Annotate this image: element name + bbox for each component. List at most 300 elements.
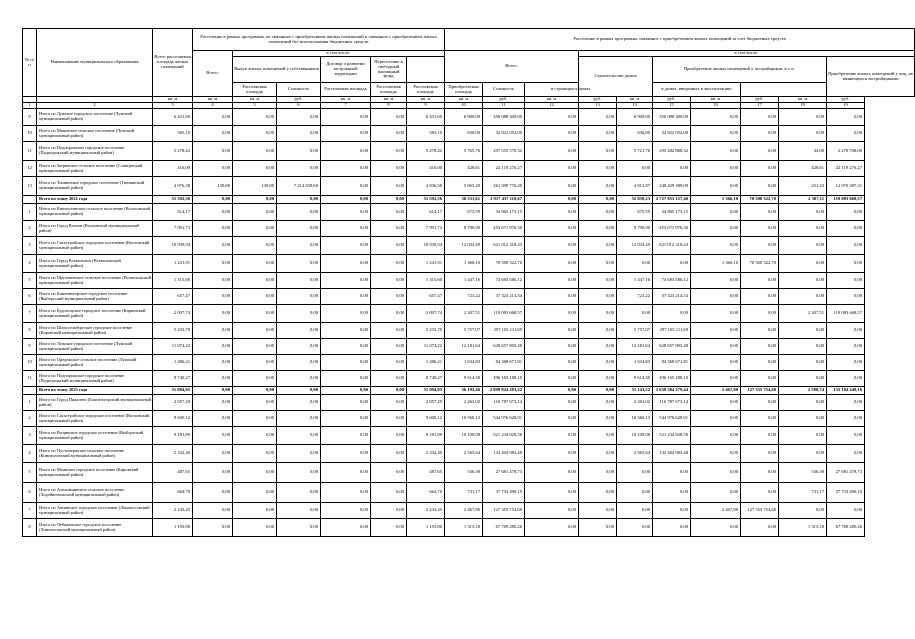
unit-cell: кв. м [153, 97, 193, 103]
value-cell: 0,00 [321, 196, 371, 204]
value-cell: 0,00 [371, 355, 407, 371]
value-cell: 12 033,49 [617, 237, 653, 255]
value-cell: 0,00 [193, 142, 233, 161]
value-cell: 0,00 [321, 445, 371, 463]
value-cell: 0,00 [371, 463, 407, 483]
value-cell: 0,00 [741, 483, 779, 503]
free-fund-header: Переселение в свободный жилищный фонд [371, 57, 407, 83]
value-cell: 496 165 188,10 [483, 371, 525, 387]
col-number-cell: 16 [691, 103, 741, 109]
municipality-name: Итого по Кингисеппское сельское поселение (Волосовский муниципальный район) [37, 204, 153, 221]
value-cell: 0,00 [525, 237, 579, 255]
table-row [23, 161, 915, 177]
value-cell: 0,00 [371, 289, 407, 305]
value-cell: 0,00 [741, 427, 779, 445]
value-cell: 0,00 [321, 503, 371, 519]
value-cell: 32 822 052,00 [653, 126, 691, 142]
value-cell: 0,00 [779, 126, 827, 142]
value-cell: 0,00 [525, 204, 579, 221]
value-cell: 0,00 [653, 503, 691, 519]
value-cell: 0,00 [371, 395, 407, 411]
value-cell: 0,00 [525, 503, 579, 519]
value-cell: 51 094,05 [153, 387, 193, 395]
value-cell: 2 565,64 [445, 445, 483, 463]
value-cell: 0,00 [371, 255, 407, 273]
value-cell: 565,10 [407, 126, 445, 142]
value-cell: 0,00 [779, 411, 827, 427]
value-cell: 119 083 668,57 [827, 196, 865, 204]
table-row [23, 305, 915, 323]
value-cell: 2 097,74 [153, 305, 193, 323]
value-cell: 0,00 [691, 305, 741, 323]
value-cell: 0,00 [277, 387, 321, 395]
value-cell: 1 486,21 [153, 355, 193, 371]
col-number-cell: 12 [525, 103, 579, 109]
value-cell: 0,00 [321, 109, 371, 126]
value-cell: 2 243,45 [153, 503, 193, 519]
value-cell: 0,00 [193, 411, 233, 427]
value-cell: 9 600,12 [407, 411, 445, 427]
value-cell: 0,00 [277, 196, 321, 204]
value-cell: 0,00 [779, 289, 827, 305]
value-cell: 52 858,23 [617, 196, 653, 204]
value-cell: 0,00 [321, 519, 371, 537]
value-cell: 0,00 [233, 483, 277, 503]
value-cell: 5 721,76 [617, 142, 653, 161]
value-cell: 0,00 [277, 109, 321, 126]
group-a-total-header: Всего: [193, 51, 233, 97]
value-cell: 0,00 [277, 273, 321, 289]
municipality-name: Итого по Загривское сельское поселение (Сланцевский муниципальный район) [37, 161, 153, 177]
value-cell: 0,00 [277, 204, 321, 221]
value-cell: 0,00 [277, 339, 321, 355]
buyout-header: Выкуп жилых помещений у собственников [233, 57, 321, 83]
value-cell: 0,00 [741, 204, 779, 221]
group-b-total-header: Всего: [445, 51, 579, 83]
value-cell: 7 991,73 [153, 221, 193, 237]
value-cell: 0,00 [779, 355, 827, 371]
value-cell: 0,00 [193, 323, 233, 339]
value-cell: 0,00 [277, 371, 321, 387]
value-cell: 10 100,08 [617, 427, 653, 445]
value-cell: 1 634,83 [445, 355, 483, 371]
total-row [23, 387, 915, 395]
value-cell: 0,00 [827, 289, 865, 305]
table-row [23, 237, 915, 255]
unit-cell: кв. м [407, 97, 445, 103]
value-cell: 0,00 [371, 503, 407, 519]
value-cell: 0,00 [779, 273, 827, 289]
value-cell: 0,00 [827, 273, 865, 289]
value-cell: 51 592,56 [153, 196, 193, 204]
value-cell: 6 900,00 [617, 109, 653, 126]
value-cell: 0,00 [321, 411, 371, 427]
value-cell: 0,00 [741, 273, 779, 289]
value-cell: 0,00 [741, 339, 779, 355]
value-cell: 0,00 [193, 237, 233, 255]
row-number: 4 [23, 255, 37, 273]
row-number: 6 [23, 483, 37, 503]
municipality-name: Итого по Лужское городское поселение (Лужский муниципальный район) [37, 109, 153, 126]
value-cell: 2 263,02 [445, 395, 483, 411]
value-cell: 0,00 [371, 371, 407, 387]
num-header: № п/п [23, 29, 37, 97]
value-cell: 8 790,90 [617, 221, 653, 237]
value-cell: 536,39 [445, 463, 483, 483]
value-cell: 0,00 [525, 196, 579, 204]
value-cell: 12 181,64 [617, 339, 653, 355]
value-cell: 0,00 [277, 323, 321, 339]
value-cell: 0,00 [371, 273, 407, 289]
contract-area-header: Расселяемая площадь [321, 83, 371, 97]
value-cell: 139,80 [193, 177, 233, 196]
value-cell: 0,00 [277, 305, 321, 323]
value-cell: 0,00 [827, 371, 865, 387]
value-cell: 0,00 [277, 142, 321, 161]
value-cell: 4 836,58 [407, 177, 445, 196]
value-cell: 544 976 628,91 [653, 411, 691, 427]
value-cell: 5 233,70 [407, 323, 445, 339]
value-cell: 2 467,80 [445, 503, 483, 519]
value-cell: 1 447,16 [445, 273, 483, 289]
value-cell: 428,61 [445, 161, 483, 177]
row-number: 4 [23, 445, 37, 463]
col-number-cell: 15 [653, 103, 691, 109]
municipality-name: Итого по Рощинское городское поселение (Выборгский муниципальный район) [37, 427, 153, 445]
value-cell: 297 105 111,69 [653, 323, 691, 339]
value-cell: 0,00 [371, 427, 407, 445]
value-cell: 0,00 [233, 289, 277, 305]
value-cell: 0,00 [741, 109, 779, 126]
col-number-cell: 5 [233, 103, 277, 109]
value-cell: 9 614,30 [445, 371, 483, 387]
table-row [23, 339, 915, 355]
value-cell: 0,00 [779, 427, 827, 445]
value-cell: 0,00 [193, 204, 233, 221]
unit-cell: кв. м [691, 97, 741, 103]
col-number-cell: 8 [371, 103, 407, 109]
value-cell: 4 976,38 [153, 177, 193, 196]
value-cell: 0,00 [321, 427, 371, 445]
value-cell: 0,00 [233, 221, 277, 237]
municipality-name: Итого по Лебяженское городское поселение (Ломоносовский муниципальный район) [37, 519, 153, 537]
value-cell: 0,00 [691, 411, 741, 427]
value-cell: 7 214 658,60 [277, 177, 321, 196]
table-row [23, 395, 915, 411]
value-cell: 0,00 [371, 237, 407, 255]
value-cell: 1 313,18 [445, 519, 483, 537]
value-cell: 0,00 [233, 503, 277, 519]
construction-header: Строительство домов [579, 57, 653, 97]
value-cell: 1 313,18 [779, 519, 827, 537]
value-cell: 496 165 188,10 [653, 371, 691, 387]
col-number-cell: 17 [741, 103, 779, 109]
municipality-name: Итого по Алеховщинское сельское поселение (Лодейнопольский муниципальный район) [37, 483, 153, 503]
value-cell: 5 757,07 [445, 323, 483, 339]
value-cell: 2 917 437 118,67 [483, 196, 525, 204]
value-cell: 0,00 [741, 463, 779, 483]
value-cell: 2 243,45 [407, 503, 445, 519]
value-cell: 0,00 [741, 371, 779, 387]
unit-cell: руб. [741, 97, 779, 103]
value-cell: 0,00 [371, 411, 407, 427]
value-cell: 0,00 [579, 289, 617, 305]
value-cell: 0,00 [827, 109, 865, 126]
value-cell: 0,00 [277, 161, 321, 177]
value-cell: 5 765,76 [445, 142, 483, 161]
value-cell: 10 939,54 [407, 237, 445, 255]
value-cell: 0,00 [617, 255, 653, 273]
value-cell: 0,00 [741, 323, 779, 339]
value-cell: 0,00 [827, 503, 865, 519]
value-cell: 0,00 [371, 323, 407, 339]
value-cell: 0,00 [193, 445, 233, 463]
value-cell: 521 234 828,56 [653, 427, 691, 445]
value-cell: 0,00 [691, 463, 741, 483]
value-cell: 0,00 [233, 427, 277, 445]
value-cell: 487,65 [407, 463, 445, 483]
value-cell: 0,00 [741, 395, 779, 411]
value-cell: 12 181,64 [445, 339, 483, 355]
value-cell: 8 740,27 [407, 371, 445, 387]
value-cell: 9 614,30 [617, 371, 653, 387]
value-cell: 32 822 052,00 [483, 126, 525, 142]
value-cell: 0,00 [691, 395, 741, 411]
value-cell: 0,00 [827, 395, 865, 411]
value-cell: 0,00 [525, 126, 579, 142]
value-cell: 2 057,29 [153, 395, 193, 411]
value-cell: 10 939,54 [153, 237, 193, 255]
value-cell: 0,00 [525, 109, 579, 126]
value-cell: 1 634,83 [617, 355, 653, 371]
value-cell: 0,00 [579, 126, 617, 142]
value-cell: 0,00 [193, 196, 233, 204]
value-cell: 0,00 [233, 339, 277, 355]
value-cell: 2 899 824 283,22 [483, 387, 525, 395]
value-cell: 0,00 [233, 445, 277, 463]
value-cell: 0,00 [321, 371, 371, 387]
value-cell: 0,00 [741, 177, 779, 196]
value-cell: 0,00 [277, 445, 321, 463]
value-cell: 5 065,20 [445, 177, 483, 196]
row-number: 3 [23, 427, 37, 445]
value-cell: 1 241,91 [407, 255, 445, 273]
value-cell: 27 681 478,73 [483, 463, 525, 483]
value-cell: 628 657 895,48 [483, 339, 525, 355]
col-number-cell: 9 [407, 103, 445, 109]
value-cell: 116 787 673,14 [483, 395, 525, 411]
value-cell: 11 074,22 [407, 339, 445, 355]
value-cell: 0,00 [321, 161, 371, 177]
col-number-cell: 2 [37, 103, 153, 109]
table-row [23, 289, 915, 305]
value-cell: 0,00 [277, 411, 321, 427]
value-cell: 0,00 [779, 221, 827, 237]
value-cell: 0,00 [741, 445, 779, 463]
value-cell: 9 181,89 [153, 427, 193, 445]
value-cell: 0,00 [579, 204, 617, 221]
value-cell: 0,00 [579, 255, 617, 273]
row-number: 10 [23, 126, 37, 142]
municipality-name: Итого по Шлиссельбургское городское поселение (Кировский муниципальный район) [37, 323, 153, 339]
row-number [23, 196, 37, 204]
col-number-cell: 1 [23, 103, 37, 109]
value-cell: 0,00 [321, 204, 371, 221]
value-cell: 0,00 [653, 255, 691, 273]
value-cell: 0,00 [827, 221, 865, 237]
value-cell: 416,00 [153, 161, 193, 177]
municipality-name: Всего по этапу 2023 года [37, 387, 153, 395]
value-cell: 1 486,21 [407, 355, 445, 371]
value-cell: 0,00 [579, 445, 617, 463]
municipality-name: Итого по Город Волхов (Волховский муниципальный район) [37, 221, 153, 237]
group-a-header: Расселение в рамках программы, не связанное с приобретением жилых помещений и связанное с приобретением жилых помещений без использования бюджетных средств [193, 29, 445, 51]
total-area-header: Всего расселяемая площадь жилых помещений [153, 29, 193, 97]
value-cell: 0,00 [741, 161, 779, 177]
value-cell: 544 976 628,91 [483, 411, 525, 427]
b-acquired-header: Приобретаемая площадь [445, 83, 483, 97]
value-cell: 0,00 [779, 371, 827, 387]
value-cell: 0,00 [277, 126, 321, 142]
value-cell: 0,00 [691, 177, 741, 196]
value-cell: 51 094,05 [407, 387, 445, 395]
value-cell: 2 270 708,00 [827, 142, 865, 161]
value-cell: 0,00 [277, 355, 321, 371]
value-cell: 416,00 [407, 161, 445, 177]
value-cell: 0,00 [579, 411, 617, 427]
value-cell: 2 332,40 [153, 445, 193, 463]
value-cell: 621 012 318,43 [483, 237, 525, 255]
value-cell: 0,00 [741, 305, 779, 323]
value-cell: 664,70 [153, 483, 193, 503]
row-number: 12 [23, 161, 37, 177]
table-body [23, 109, 915, 537]
value-cell: 0,00 [741, 355, 779, 371]
row-number: 7 [23, 503, 37, 519]
value-cell: 2 580,74 [779, 387, 827, 395]
value-cell: 0,00 [579, 519, 617, 537]
value-cell: 44,00 [779, 142, 827, 161]
value-cell: 0,00 [233, 126, 277, 142]
value-cell: 0,00 [321, 387, 371, 395]
col-number-cell: 14 [617, 103, 653, 109]
unit-cell: кв. м [525, 97, 579, 103]
value-cell: 0,00 [233, 109, 277, 126]
value-cell: 0,00 [233, 204, 277, 221]
value-cell: 0,00 [277, 395, 321, 411]
value-cell: 664,70 [407, 483, 445, 503]
value-cell: 0,00 [827, 126, 865, 142]
value-cell: 0,00 [741, 142, 779, 161]
value-cell: 0,00 [525, 255, 579, 273]
value-cell: 0,00 [233, 463, 277, 483]
value-cell: 0,00 [525, 161, 579, 177]
row-number: 6 [23, 289, 37, 305]
value-cell: 0,00 [617, 503, 653, 519]
value-cell: 1 447,16 [617, 273, 653, 289]
value-cell: 74 683 586,12 [483, 273, 525, 289]
row-number: 11 [23, 371, 37, 387]
value-cell: 1 315,60 [153, 273, 193, 289]
value-cell: 0,00 [525, 221, 579, 237]
value-cell: 0,00 [579, 305, 617, 323]
municipality-name: Итого по Город Пикалево (Бокситогорский муниципальный район) [37, 395, 153, 411]
value-cell: 0,00 [691, 323, 741, 339]
value-cell: 0,00 [525, 483, 579, 503]
value-cell: 0,00 [193, 126, 233, 142]
municipality-name: Итого по Тихвинское городское поселение (Тихвинский муниципальный район) [37, 177, 153, 196]
municipality-name: Всего по этапу 2022 года [37, 196, 153, 204]
value-cell: 0,00 [277, 237, 321, 255]
value-cell: 0,00 [371, 339, 407, 355]
row-number: 5 [23, 463, 37, 483]
value-cell: 11 074,22 [153, 339, 193, 355]
value-cell: 0,00 [579, 355, 617, 371]
value-cell: 731,17 [445, 483, 483, 503]
unit-cell: руб. [653, 97, 691, 103]
value-cell: 5 278,42 [153, 142, 193, 161]
value-cell: 0,00 [827, 339, 865, 355]
value-cell: 0,00 [371, 161, 407, 177]
value-cell: 0,00 [525, 339, 579, 355]
value-cell: 0,00 [579, 323, 617, 339]
table-row [23, 109, 915, 126]
municipality-name: Итого по Будогощское городское поселение (Киришский муниципальный район) [37, 305, 153, 323]
value-cell: 0,00 [779, 255, 827, 273]
value-cell: 132 404 983,48 [653, 445, 691, 463]
value-cell: 0,00 [277, 255, 321, 273]
row-number: 3 [23, 237, 37, 255]
value-cell: 0,00 [579, 221, 617, 237]
resettlement-table-sheet [22, 28, 913, 537]
value-cell: 0,00 [617, 161, 653, 177]
value-cell: 0,00 [579, 483, 617, 503]
value-cell: 0,00 [579, 237, 617, 255]
value-cell: 0,00 [321, 483, 371, 503]
value-cell: 5 233,70 [153, 323, 193, 339]
value-cell: 0,00 [371, 196, 407, 204]
value-cell: 0,00 [193, 289, 233, 305]
value-cell: 621 012 318,43 [653, 237, 691, 255]
value-cell: 0,00 [193, 339, 233, 355]
value-cell: 0,00 [617, 463, 653, 483]
value-cell: 0,00 [233, 323, 277, 339]
value-cell: 12 033,49 [445, 237, 483, 255]
value-cell: 0,00 [193, 273, 233, 289]
value-cell: 0,00 [193, 519, 233, 537]
value-cell: 51 592,56 [407, 196, 445, 204]
value-cell: 0,00 [321, 355, 371, 371]
value-cell: 0,00 [741, 221, 779, 237]
row-number: 1 [23, 395, 37, 411]
value-cell: 0,00 [779, 237, 827, 255]
value-cell: 453 671 976,30 [483, 221, 525, 237]
value-cell: 0,00 [579, 273, 617, 289]
value-cell: 0,00 [193, 463, 233, 483]
value-cell: 0,00 [579, 503, 617, 519]
value-cell: 116 787 673,14 [653, 395, 691, 411]
value-cell: 127 355 754,60 [741, 387, 779, 395]
value-cell: 0,00 [741, 237, 779, 255]
value-cell: 297 555 570,32 [483, 142, 525, 161]
value-cell: 0,00 [233, 355, 277, 371]
value-cell: 70 500 322,70 [483, 255, 525, 273]
value-cell: 27 681 478,73 [827, 463, 865, 483]
value-cell: 0,00 [827, 255, 865, 273]
municipality-name: Итого по Пустомержское сельское поселение (Кингисеппский муниципальный район) [37, 445, 153, 463]
value-cell: 487,65 [153, 463, 193, 483]
value-cell: 0,00 [691, 355, 741, 371]
